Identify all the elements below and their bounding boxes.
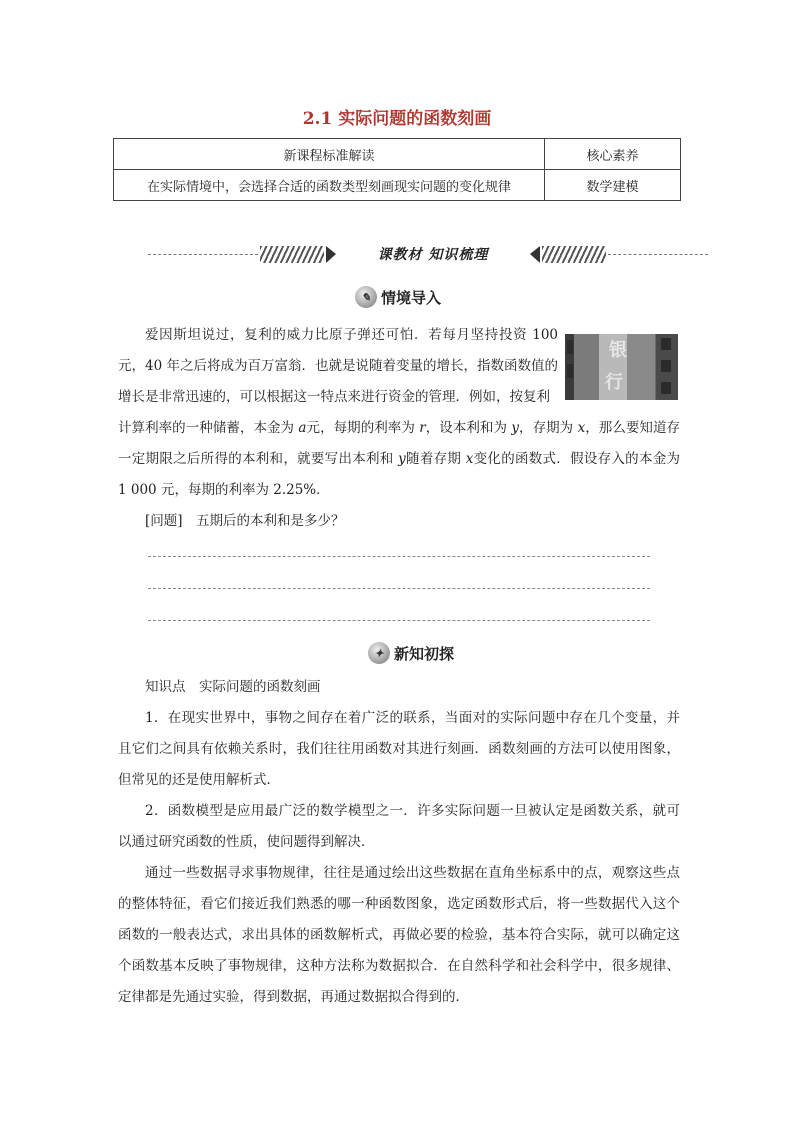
table-header-cell: 新课程标准解读 bbox=[114, 139, 545, 170]
arrow-right-icon bbox=[326, 246, 336, 263]
table-header-cell: 核心素养 bbox=[545, 139, 681, 170]
page-title: 2.1 实际问题的函数刻画 bbox=[302, 109, 492, 129]
banner-divider bbox=[608, 254, 708, 255]
photo-sign-char: 行 bbox=[605, 372, 623, 393]
table-row bbox=[114, 139, 681, 170]
photo-sign-char: 银 bbox=[609, 340, 627, 361]
bank-photo bbox=[565, 334, 678, 400]
banner-title: 课教材 知识梳理 bbox=[377, 247, 489, 263]
banner-divider bbox=[148, 254, 258, 255]
standards-table bbox=[113, 138, 681, 201]
data-fitting-paragraph: 通过一些数据寻求事物规律，往往是通过绘出这些数据在直角坐标系中的点，观察这些点的整体特征，看它们接近我们熟悉的哪一种函数图象，选定函数形式后，将一些数据代入这个函数的一般表达式，求出具体的函数解析式，再做必要的检验，基本符合实际，就可以确定这个函数基本反映了事物规律，这种方法称为数据拟合．在自然科学和社会科学中，很多规律、定律都是先通过实验，得到数据，再通过数据拟合得到的． bbox=[118, 865, 680, 1005]
section-heading-label: 情境导入 bbox=[381, 288, 442, 307]
section-banner bbox=[148, 244, 708, 266]
knowledge-item-2: 2．函数模型是应用最广泛的数学模型之一．许多实际问题一旦被认定是函数关系，就可以通过研究函数的性质，使问题得到解决． bbox=[118, 803, 680, 850]
banner-stripe bbox=[542, 246, 606, 263]
arrow-left-icon bbox=[530, 246, 540, 263]
answer-line bbox=[148, 588, 650, 589]
section-heading-new-knowledge bbox=[368, 640, 454, 666]
knowledge-point-title: 知识点 实际问题的函数刻画 bbox=[145, 679, 321, 695]
answer-line bbox=[148, 620, 650, 621]
table-cell: 在实际情境中，会选择合适的函数类型刻画现实问题的变化规律 bbox=[114, 170, 545, 201]
table-row bbox=[114, 170, 681, 201]
banner-stripe bbox=[260, 246, 324, 263]
section-heading-situation bbox=[355, 284, 441, 310]
table-cell: 数学建模 bbox=[545, 170, 681, 201]
knowledge-item-1: 1．在现实世界中，事物之间存在着广泛的联系，当面对的实际问题中存在几个变量，并且它们之间具有依赖关系时，我们往往用函数对其进行刻画．函数刻画的方法可以使用图象，但常见的还是使用解析式． bbox=[118, 710, 680, 788]
question-text: [问题] 五期后的本利和是多少？ bbox=[145, 513, 345, 529]
leaf-icon: ✦ bbox=[368, 642, 390, 664]
intro-paragraph-rest: 计算利率的一种储蓄，本金为 a元，每期的利率为 r，设本利和为 y，存期为 x，那么要知道存一定期限之后所得的本利和，就要写出本利和 y随着存期 x变化的函数式．假设存入的本金为 1 000 元，每期的利率为 2.25%． bbox=[118, 420, 681, 498]
quill-icon: ✎ bbox=[355, 286, 377, 308]
intro-paragraph-start: 爱因斯坦说过，复利的威力比原子弹还可怕．若每月坚持投资 100 元，40 年之后将成为百万富翁．也就是说随着变量的增长，指数函数值的增长是非常迅速的，可以根据这一特点来进行资金的管理．例如，按复利 bbox=[118, 327, 558, 405]
answer-line bbox=[148, 556, 650, 557]
section-heading-label: 新知初探 bbox=[394, 644, 455, 663]
